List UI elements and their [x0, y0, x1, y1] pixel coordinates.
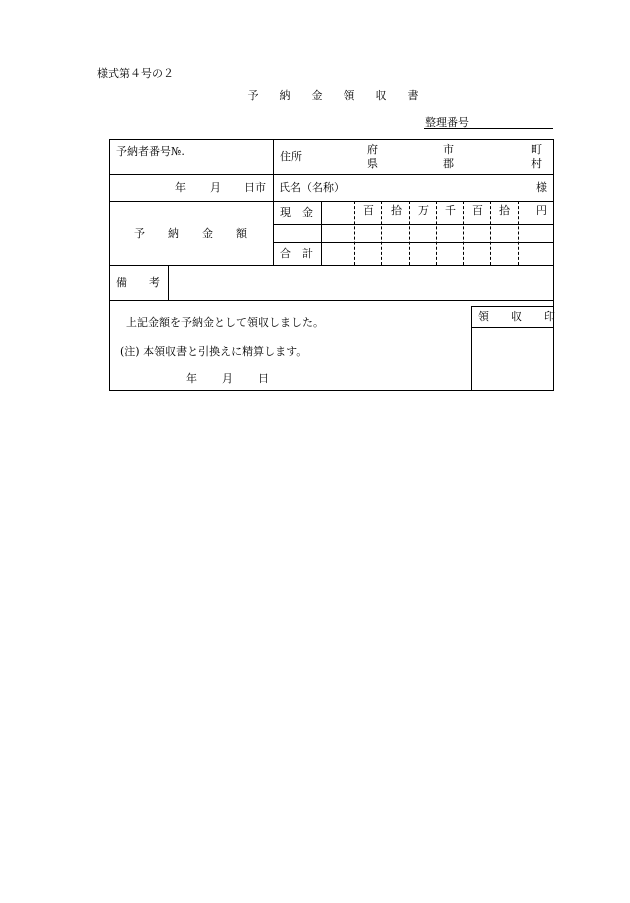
row-divider: [109, 201, 554, 202]
receipt-statement: 上記金額を予納金として領収しました。: [126, 316, 324, 329]
digit-yen: 円: [536, 204, 547, 217]
amount-label: [134, 228, 247, 240]
digit-separator: [354, 201, 355, 265]
digit-separator: [490, 201, 491, 265]
column-divider: [273, 139, 274, 265]
total-label: 合 計: [280, 247, 313, 260]
digit-separator: [518, 201, 519, 265]
title-char: 領: [343, 89, 355, 102]
amount-label-char: 納: [168, 227, 179, 240]
address-label: 住所: [280, 150, 302, 163]
amount-label-char: 額: [236, 227, 247, 240]
footer-year: 年: [186, 372, 197, 385]
footer-day: 日: [258, 372, 269, 385]
title-char: 書: [407, 89, 419, 102]
note-statement: (注) 本領収書と引換えに精算します。: [120, 345, 308, 358]
row-divider: [109, 174, 554, 175]
reference-number-line: [424, 128, 553, 129]
title-char: 金: [311, 89, 323, 102]
form-number: 様式第４号の２: [97, 67, 174, 80]
amount-subdivider: [273, 242, 554, 243]
reference-number-label: 整理番号: [425, 116, 469, 129]
row-divider: [109, 300, 554, 301]
date-year: 年: [175, 181, 186, 194]
title-char: 納: [279, 89, 291, 102]
digit-hyaku: 百: [472, 204, 483, 217]
digit-separator: [436, 201, 437, 265]
address-town-mura: 村: [531, 157, 542, 170]
amount-subdivider: [273, 224, 554, 225]
remarks-divider: [168, 265, 169, 300]
digit-separator: [409, 201, 410, 265]
seal-divider: [471, 327, 554, 328]
amount-label-char: 金: [202, 227, 213, 240]
payer-number-label: 予納者番号№.: [116, 145, 185, 158]
receipt-seal-label: 領 収 印: [478, 310, 555, 323]
address-city-shi: 市: [443, 143, 454, 156]
amount-label-char: 予: [134, 227, 145, 240]
title-char: 収: [375, 89, 387, 102]
date-day-city: 日市: [244, 181, 266, 194]
seal-divider-vertical: [471, 306, 472, 391]
address-prefecture-ken: 県: [367, 157, 378, 170]
digit-separator: [381, 201, 382, 265]
footer-month: 月: [222, 372, 233, 385]
digit-juu: 拾: [499, 204, 510, 217]
cash-label: 現 金: [280, 206, 313, 219]
address-city-gun: 郡: [443, 157, 454, 170]
digit-juu-man: 拾: [391, 204, 402, 217]
address-prefecture-fu: 府: [367, 143, 378, 156]
document-title: [245, 90, 437, 102]
amount-label-divider: [321, 201, 322, 265]
digit-sen: 千: [445, 204, 456, 217]
digit-separator: [463, 201, 464, 265]
title-char: 予: [247, 89, 259, 102]
address-town-machi: 町: [531, 143, 542, 156]
remarks-label: 備 考: [116, 276, 160, 289]
digit-hyaku-man: 百: [363, 204, 374, 217]
name-suffix: 様: [536, 181, 547, 194]
date-month: 月: [210, 181, 221, 194]
name-label: 氏名（名称）: [279, 181, 345, 194]
row-divider: [109, 265, 554, 266]
digit-man: 万: [418, 204, 429, 217]
seal-divider: [471, 306, 554, 307]
